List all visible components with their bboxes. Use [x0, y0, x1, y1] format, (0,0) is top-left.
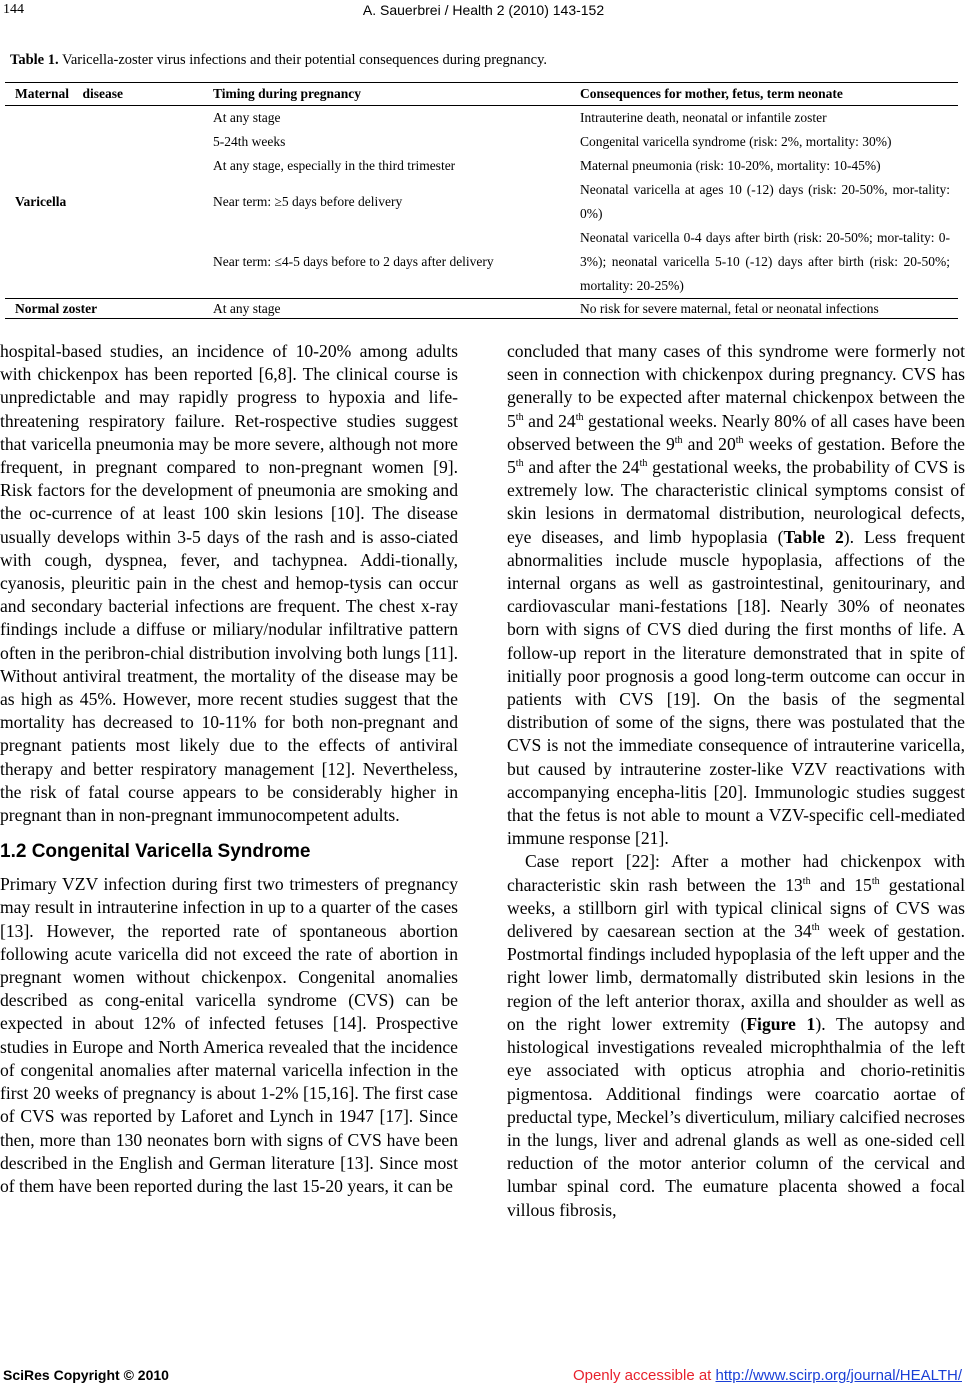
text-run: concluded that many cases of this syndrome were formerly not seen in connection with chickenpox during pregnancy. CVS has generally to be expected after maternal chickenpox between the 5 — [507, 341, 965, 431]
page-number: 144 — [3, 2, 24, 17]
timing-cell: 5-24th weeks — [213, 134, 286, 149]
timing-cell: At any stage — [213, 110, 281, 125]
access-notice — [573, 1367, 962, 1384]
journal-link[interactable]: http://www.scirp.org/journal/HEALTH/ — [715, 1367, 962, 1384]
copyright-notice: SciRes Copyright © 2010 — [3, 1367, 169, 1383]
left-column — [0, 340, 458, 1198]
superscript: th — [802, 875, 811, 887]
superscript: th — [639, 458, 648, 470]
consequence-cell: Congenital varicella syndrome (risk: 2%, mortality: 30%) — [580, 134, 892, 149]
text-run: gestational weeks, the probability of CVS is extremely low. The characteristic clinical symptoms consist of skin lesions in dermatomal distribution, neurological defects, eye diseases, and limb hypoplasia ( — [507, 457, 965, 547]
text-run: ). Less frequent abnormalities include muscle hypoplasia, affections of the internal organs as well as gastrointestinal, genitourinary, and cardiovascular mani-festations [18]. Nearly 30% of neonates born with signs of CVS died during the first months of life. A follow-up report in the literature demonstrated that in spite of initially poor prognosis a good long-term outcome can occur in patients with CVS [19]. On the basis of the segmental distribution of some of the signs, there was postulated that the CVS is not the immediate consequence of intrauterine varicella, but caused by intrauterine zoster-like VZV reactivations with accompanying encepha-litis [20]. Immunologic studies suggest that the fetus is not able to mount a VZV-specific cell-mediated immune response [21]. — [507, 526, 966, 849]
header-consequences: Consequences for mother, fetus, term neonate — [570, 83, 958, 106]
superscript: th — [811, 922, 820, 934]
section-heading: 1.2 Congenital Varicella Syndrome — [0, 841, 311, 863]
consequence-cell: Neonatal varicella 0-4 days after birth (risk: 20-50%; mor-tality: 0-3%); neonatal varicella 5-10 (-12) days after birth (risk: 20-50%; mortality: 20-25%) — [580, 230, 950, 293]
text-run: week of gestation. Postmortal findings included hypoplasia of the left upper and the right lower limb, dermatomally distributed skin lesions in the region of the left anterior thorax, axilla and shoulder as well as on the right lower extremity ( — [507, 921, 965, 1034]
access-text: Openly accessible at — [572, 1367, 716, 1384]
figure-1-reference[interactable]: Figure 1 — [746, 1013, 816, 1034]
right-column — [507, 340, 965, 1222]
text-run: and after the 24 — [523, 457, 640, 478]
text-run: Case report [22]: After a mother had chickenpox with characteristic skin rash between the 13 — [507, 851, 965, 895]
zoster-label: Normal zoster — [5, 299, 203, 319]
text-run: ). The autopsy and histological investigations revealed microphthalmia of the left eye associated with opticus atrophia and chorio-retinitis pigmentosa. Additional findings were coarcatio aortae of preductal type, Meckel’s diverticulum, miliary calcified necroses in the lungs, liver and adrenal glands as well as one-sided cell reduction of the motor anterior column of the cervical and lumbar spinal cord. The eumature placenta showed a focal villous fibrosis, — [507, 1013, 965, 1220]
body-paragraph — [507, 850, 965, 1221]
table-row-zoster — [5, 299, 958, 319]
varicella-label: Varicella — [15, 194, 67, 209]
body-paragraph — [507, 340, 965, 850]
timing-cell: At any stage — [203, 299, 570, 319]
text-run: weeks of gestation. Before the 5 — [507, 433, 965, 478]
table-caption — [10, 52, 547, 69]
superscript: th — [515, 458, 524, 470]
text-run: gestational weeks, a stillborn girl with typical clinical signs of CVS was delivered by caesarean section at the 34 — [507, 874, 965, 942]
superscript: th — [515, 411, 524, 423]
text-run: and 20 — [682, 433, 736, 454]
table-row — [5, 106, 958, 131]
running-title: A. Sauerbrei / Health 2 (2010) 143-152 — [362, 2, 605, 18]
header-maternal-disease: Maternal disease — [5, 83, 203, 106]
table-caption-text: Varicella-zoster virus infections and their potential consequences during pregnancy. — [58, 52, 548, 68]
header-timing: Timing during pregnancy — [203, 83, 570, 106]
consequence-cell: Intrauterine death, neonatal or infantile zoster — [580, 110, 827, 125]
timing-cell: At any stage, especially in the third trimester — [213, 158, 456, 173]
body-paragraph: Primary VZV infection during first two trimesters of pregnancy may result in intrauterine infection in up to a quarter of the cases [13]. However, the reported rate of spontaneous abortion following acute varicella did not exceed the rate of abortion in pregnant women without chickenpox. Congenital anomalies described as cong-enital varicella syndrome (CVS) can be expected in about 12% of infected fetuses [14]. Prospective studies in Europe and North America revealed that the incidence of congenital anomalies after maternal varicella infection in the first 20 weeks of pregnancy is about 1-2% [15,16]. The first case of CVS was reported by Laforet and Lynch in 1947 [17]. Since then, more than 130 neonates born with signs of CVS have been described in the English and German literature [13]. Since most of them have been reported during the last 15-20 years, it can be — [0, 874, 458, 1196]
consequence-cell: Maternal pneumonia (risk: 10-20%, mortality: 10-45%) — [580, 158, 881, 173]
table-header-row — [5, 83, 958, 106]
table-caption-label: Table 1. — [10, 52, 59, 68]
text-run: and 24 — [523, 410, 576, 431]
text-run: and 15 — [810, 874, 872, 895]
varicella-table — [5, 82, 958, 319]
superscript: th — [575, 411, 584, 423]
text-run: gestational weeks. Nearly 80% of all cases have been observed between the 9 — [507, 410, 965, 454]
table-1 — [5, 82, 958, 319]
superscript: th — [735, 434, 744, 446]
consequence-cell: No risk for severe maternal, fetal or neonatal infections — [570, 299, 958, 319]
consequence-cell: Neonatal varicella at ages 10 (-12) days (risk: 20-50%, mor-tality: 0%) — [580, 182, 950, 221]
superscript: th — [674, 434, 683, 446]
table-2-reference[interactable]: Table 2 — [783, 526, 844, 547]
superscript: th — [871, 875, 880, 887]
timing-cell: Near term: ≤4-5 days before to 2 days after delivery — [213, 254, 494, 269]
body-paragraph: hospital-based studies, an incidence of 10-20% among adults with chickenpox has been reported [6,8]. The clinical course is unpredictable and may rapidly progress to hypoxia and life-threatening respiratory failure. Ret-rospective studies suggest that varicella pneumonia may be more severe, although not more frequent, in pregnant compared to non-pregnant women [9]. Risk factors for the development of pneumonia are smoking and the oc-currence of at least 100 skin lesions [10]. The disease usually develops within 3-5 days of the rash and is asso-ciated with cough, dyspnea, fever, and tachypnea. Addi-tionally, cyanosis, pleuritic pain in the chest and hemop-tysis can occur and secondary bacterial infections are frequent. The chest x-ray findings include a diffuse or miliary/nodular infiltrative pattern often in the peribron-chial distribution involving both lungs [11]. Without antiviral treatment, the mortality of the disease may be as high as 45%. However, more recent studies suggest that the mortality has decreased to 10-11% for both non-pregnant and pregnant patients most likely due to the effects of antiviral therapy and better respiratory management [12]. Nevertheless, the risk of fatal course appears to be considerably higher in pregnant than in non-pregnant immunocompetent adults. — [0, 341, 458, 826]
timing-cell: Near term: ≥5 days before delivery — [213, 194, 403, 209]
